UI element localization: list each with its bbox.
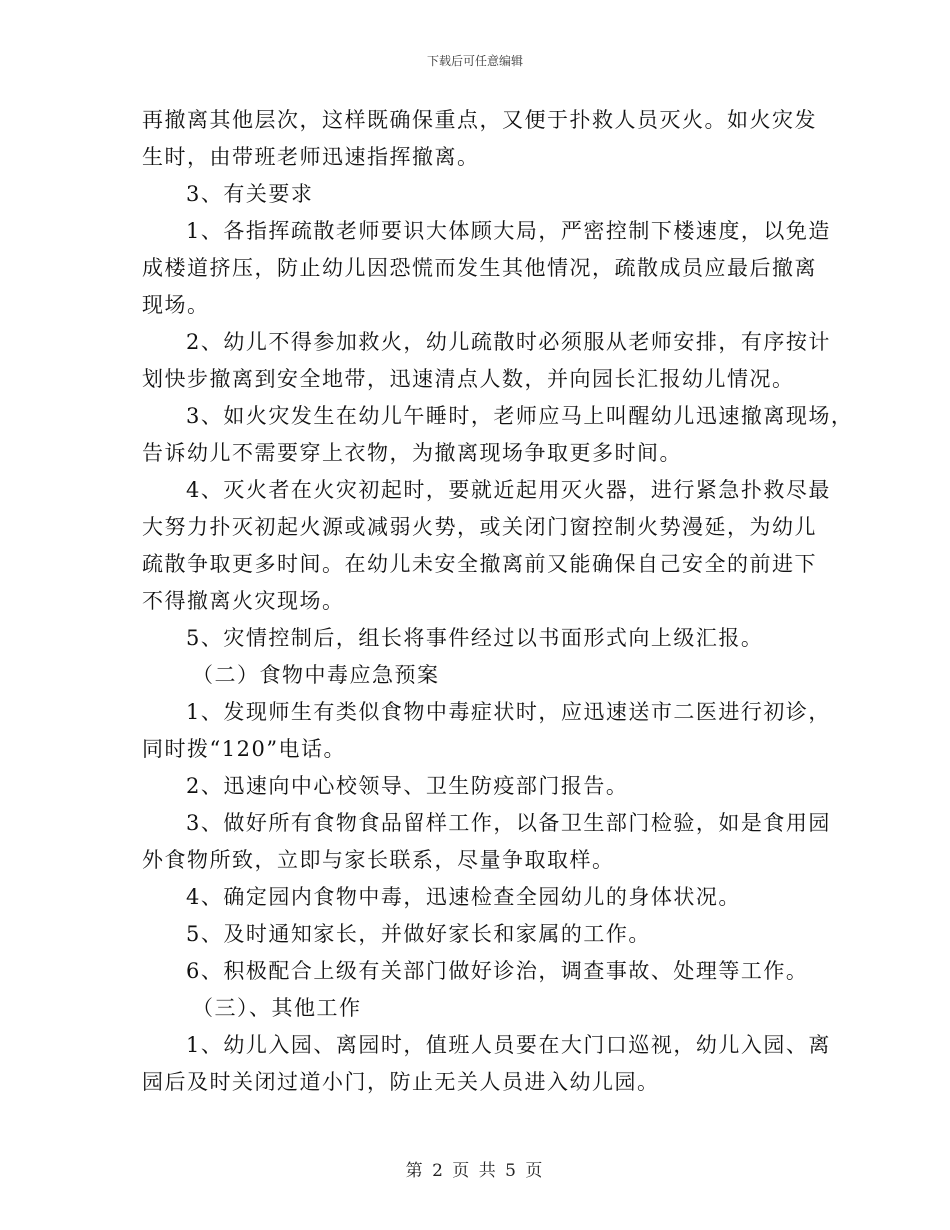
text-line: 6、积极配合上级有关部门做好诊治，调查事故、处理等工作。	[186, 959, 809, 983]
text-line: 2、迅速向中心校领导、卫生防疫部门报告。	[186, 774, 629, 798]
text-line: 1、幼儿入园、离园时，值班人员要在大门口巡视，幼儿入园、离	[186, 1033, 831, 1057]
text-line: 再撤离其他层次，这样既确保重点，又便于扑救人员灭火。如火灾发	[142, 108, 817, 132]
section-heading: （二）食物中毒应急预案	[192, 663, 440, 687]
text-line: 生时，由带班老师迅速指挥撤离。	[142, 145, 480, 169]
text-line: 同时拨“120”电话。	[142, 737, 347, 761]
text-line: 疏散争取更多时间。在幼儿未安全撤离前又能确保自己安全的前进下	[142, 552, 817, 576]
text-line: 3、做好所有食物食品留样工作，以备卫生部门检验，如是食用园	[186, 811, 831, 835]
text-line: 园后及时关闭过道小门，防止无关人员进入幼儿园。	[142, 1070, 660, 1094]
page-header: 下载后可任意编辑	[426, 54, 523, 68]
text-line: 现场。	[142, 293, 210, 317]
text-line: 外食物所致，立即与家长联系，尽量争取取样。	[142, 848, 615, 872]
text-line: 划快步撤离到安全地带，迅速清点人数，并向园长汇报幼儿情况。	[142, 367, 795, 391]
text-line: 告诉幼儿不需要穿上衣物，为撤离现场争取更多时间。	[142, 441, 682, 465]
section-heading: 3、有关要求	[186, 182, 314, 206]
section-heading: （三）、其他工作	[192, 996, 362, 1020]
text-line: 2、幼儿不得参加救火，幼儿疏散时必须服从老师安排，有序按计	[186, 330, 831, 354]
text-line: 5、及时通知家长，并做好家长和家属的工作。	[186, 922, 651, 946]
text-line: 4、灭火者在火灾初起时，要就近起用灭火器，进行紧急扑救尽最	[186, 478, 831, 502]
text-line: 1、各指挥疏散老师要识大体顾大局，严密控制下楼速度，以免造	[186, 219, 831, 243]
text-line: 成楼道挤压，防止幼儿因恐慌而发生其他情况，疏散成员应最后撤离	[142, 256, 817, 280]
document-body	[142, 102, 854, 1101]
text-line: 3、如火灾发生在幼儿午睡时，老师应马上叫醒幼儿迅速撤离现场，	[186, 404, 854, 428]
text-line: 大努力扑灭初起火源或减弱火势，或关闭门窗控制火势漫延，为幼儿	[142, 515, 817, 539]
text-line: 5、灾情控制后，组长将事件经过以书面形式向上级汇报。	[186, 626, 764, 650]
text-line: 不得撤离火灾现场。	[142, 589, 345, 613]
text-line: 4、确定园内食物中毒，迅速检查全园幼儿的身体状况。	[186, 885, 741, 909]
page-number: 第 2 页 共 5 页	[405, 1161, 545, 1181]
text-line: 1、发现师生有类似食物中毒症状时，应迅速送市二医进行初诊，	[186, 700, 831, 724]
